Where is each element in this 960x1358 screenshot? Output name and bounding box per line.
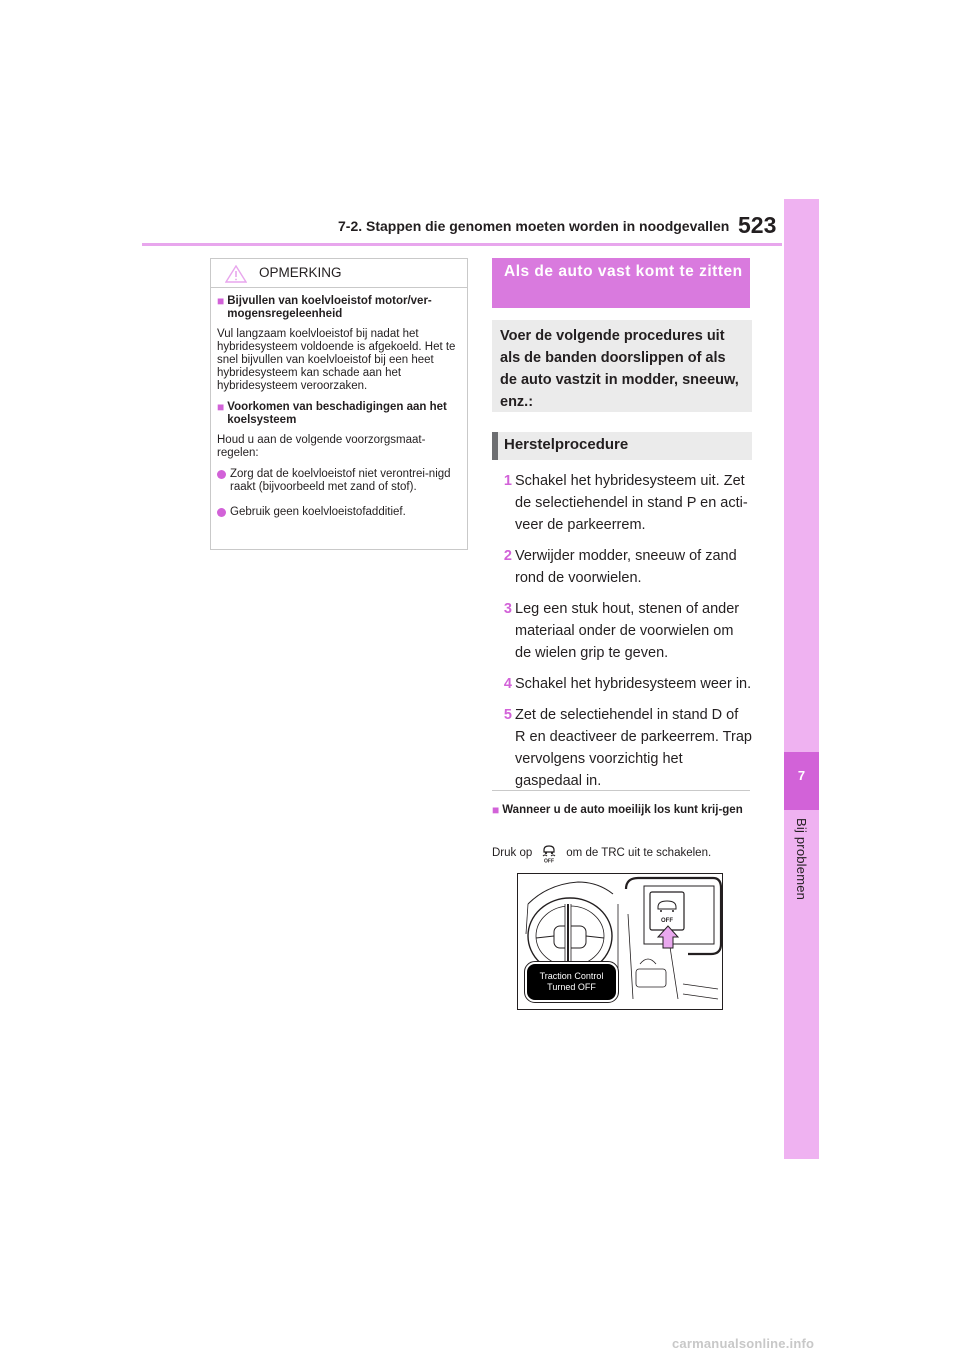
notice-heading-text: Voorkomen van beschadigingen aan het koelsysteem bbox=[227, 401, 447, 426]
chapter-label: Bij problemen bbox=[794, 818, 809, 901]
notice-title: OPMERKING bbox=[259, 265, 342, 280]
intro-text: Voer de volgende procedures uit als de banden doorslippen of als de auto vastzit in modder, sneeuw, enz.: bbox=[500, 328, 739, 410]
step-number: 1 bbox=[503, 473, 512, 489]
svg-text:OFF: OFF bbox=[544, 858, 555, 863]
procedure-steps bbox=[490, 470, 752, 801]
dashboard-illustration bbox=[517, 873, 723, 1010]
procedure-step bbox=[490, 545, 752, 589]
message-line-1: Traction Control bbox=[539, 971, 604, 981]
message-line-2: Turned OFF bbox=[547, 982, 596, 992]
procedure-step bbox=[490, 470, 752, 536]
procedure-step bbox=[490, 704, 752, 792]
notice-body bbox=[217, 295, 461, 531]
notice-bullet bbox=[217, 506, 461, 519]
notice-header bbox=[211, 259, 467, 288]
square-bullet-icon: ■ bbox=[217, 294, 225, 308]
procedure-step bbox=[490, 673, 752, 695]
step-number: 3 bbox=[503, 601, 512, 617]
note-heading bbox=[492, 804, 750, 817]
chapter-number: 7 bbox=[797, 768, 806, 783]
page-number: 523 bbox=[738, 212, 777, 238]
step-number: 5 bbox=[503, 707, 512, 723]
step-text: Verwijder modder, sneeuw of zand rond de voorwielen. bbox=[515, 548, 737, 586]
notice-bullet-text: Zorg dat de koelvloeistof niet verontrei-nigd raakt (bijvoorbeeld met zand of stof). bbox=[230, 468, 451, 493]
notice-heading bbox=[217, 401, 461, 427]
illustration-button-label: OFF bbox=[661, 918, 673, 924]
notice-bullet bbox=[217, 468, 461, 494]
step-number: 2 bbox=[503, 548, 512, 564]
watermark: carmanualsonline.info bbox=[672, 1336, 815, 1351]
step-text: Zet de selectiehendel in stand D of R en deactiveer de parkeerrem. Trap vervolgens voorzichtig het gaspedaal in. bbox=[515, 707, 752, 789]
section-title-bar bbox=[492, 258, 750, 308]
step-number: 4 bbox=[503, 676, 512, 692]
subsection-bar bbox=[492, 432, 752, 460]
subsection-title: Herstelprocedure bbox=[504, 436, 629, 453]
note-heading-text: Wanneer u de auto moeilijk los kunt krij-gen bbox=[502, 804, 743, 816]
notice-bullet-text: Gebruik geen koelvloeistofadditief. bbox=[230, 506, 406, 518]
notice-paragraph: Vul langzaam koelvloeistof bij nadat het hybridesysteem voldoende is afgekoeld. Het te snel bijvullen van koelvloeistof bij een heet hybridesysteem kan schade aan het hybridesysteem veroorzaken. bbox=[217, 328, 456, 392]
step-text: Schakel het hybridesysteem weer in. bbox=[515, 676, 752, 692]
round-bullet-icon bbox=[217, 470, 226, 479]
step-text: Schakel het hybridesysteem uit. Zet de selectiehendel in stand P en acti-veer de parkeerrem. bbox=[515, 473, 748, 533]
chapter-side-tab bbox=[784, 199, 819, 1159]
notice-heading-text: Bijvullen van koelvloeistof motor/ver-mogensregeleenheid bbox=[227, 295, 432, 320]
chapter-label-wrap bbox=[784, 818, 819, 908]
press-text-after: om de TRC uit te schakelen. bbox=[566, 847, 712, 859]
square-bullet-icon: ■ bbox=[217, 400, 225, 414]
warning-icon bbox=[225, 265, 247, 283]
notice-paragraph: Houd u aan de volgende voorzorgsmaat-regelen: bbox=[217, 434, 426, 459]
header-section-title: 7-2. Stappen die genomen moeten worden in noodgevallen bbox=[338, 218, 730, 234]
divider bbox=[492, 790, 750, 791]
step-text: Leg een stuk hout, stenen of ander materiaal onder de voorwielen om de wielen grip te geven. bbox=[515, 601, 740, 661]
intro-box bbox=[492, 320, 752, 412]
square-bullet-icon: ■ bbox=[492, 803, 500, 817]
trc-off-icon bbox=[540, 843, 558, 863]
press-instruction bbox=[492, 843, 752, 863]
round-bullet-icon bbox=[217, 508, 226, 517]
traction-control-message bbox=[525, 962, 618, 1002]
header-rule bbox=[142, 243, 782, 246]
press-text-before: Druk op bbox=[492, 847, 533, 859]
procedure-step bbox=[490, 598, 752, 664]
notice-box bbox=[210, 258, 468, 550]
section-title: Als de auto vast komt te zitten bbox=[504, 263, 743, 280]
notice-heading bbox=[217, 295, 461, 321]
